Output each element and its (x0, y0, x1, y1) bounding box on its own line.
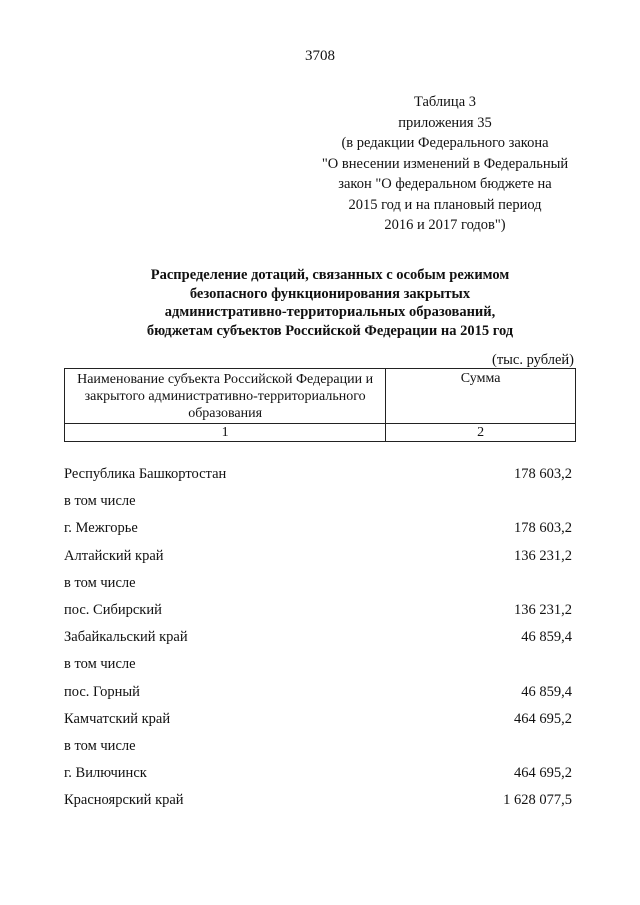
row-name: в том числе (64, 574, 136, 591)
table-row (64, 684, 576, 711)
row-name: Алтайский край (64, 547, 164, 564)
column-number-name: 1 (65, 424, 386, 442)
row-sum: 178 603,2 (514, 466, 572, 482)
row-name: в том числе (64, 656, 136, 673)
row-sum: 46 859,4 (521, 683, 572, 700)
annex-reference (300, 92, 590, 236)
row-name: Забайкальский край (64, 629, 188, 646)
row-sum: 1 628 077,5 (503, 792, 572, 809)
table-row (64, 493, 576, 520)
row-name: г. Межгорье (64, 520, 138, 537)
column-header-name: Наименование субъекта Российской Федерации и закрытого административно-территориального образования (65, 369, 386, 424)
page-number: 3708 (305, 48, 335, 64)
table-row (64, 765, 576, 792)
column-header-sum: Сумма (386, 369, 576, 424)
title-line: административно-территориальных образований, (164, 304, 496, 320)
annex-line: 2015 год и на плановый период (348, 196, 542, 213)
table-row (64, 602, 576, 629)
annex-line: Таблица 3 (413, 94, 476, 110)
annex-line: "О внесении изменений в Федеральный (321, 155, 569, 172)
row-sum: 46 859,4 (521, 629, 572, 646)
title-line: Распределение дотаций, связанных с особым режимом (150, 267, 510, 283)
table-row (64, 629, 576, 656)
row-sum: 464 695,2 (514, 710, 572, 727)
row-name: пос. Горный (64, 683, 140, 700)
row-name: Республика Башкортостан (64, 466, 227, 482)
row-name: Красноярский край (64, 792, 184, 809)
table-row (64, 656, 576, 683)
table-row (64, 548, 576, 575)
annex-line: приложения 35 (398, 114, 492, 131)
table-row (64, 792, 576, 819)
title-line: безопасного функционирования закрытых (189, 285, 471, 302)
row-name: в том числе (64, 493, 136, 510)
table-header (64, 368, 576, 442)
row-sum: 178 603,2 (514, 520, 572, 537)
annex-line: 2016 и 2017 годов") (384, 217, 506, 233)
row-name: пос. Сибирский (64, 601, 162, 618)
annex-line: закон "О федеральном бюджете на (338, 176, 552, 192)
title-line: бюджетам субъектов Российской Федерации на 2015 год (146, 322, 514, 339)
data-rows (64, 466, 576, 819)
table-row (64, 575, 576, 602)
table-row (64, 711, 576, 738)
table-row (64, 520, 576, 547)
row-sum: 136 231,2 (514, 601, 572, 618)
annex-line: (в редакции Федерального закона (341, 135, 549, 151)
table-row (64, 466, 576, 493)
column-number-sum: 2 (386, 424, 576, 442)
row-name: в том числе (64, 737, 136, 754)
document-title (80, 266, 580, 340)
row-sum: 136 231,2 (514, 547, 572, 564)
units-label: (тыс. рублей) (492, 352, 574, 368)
row-name: г. Вилючинск (64, 765, 147, 782)
row-name: Камчатский край (64, 710, 171, 727)
table-row (64, 738, 576, 765)
row-sum: 464 695,2 (514, 765, 572, 782)
